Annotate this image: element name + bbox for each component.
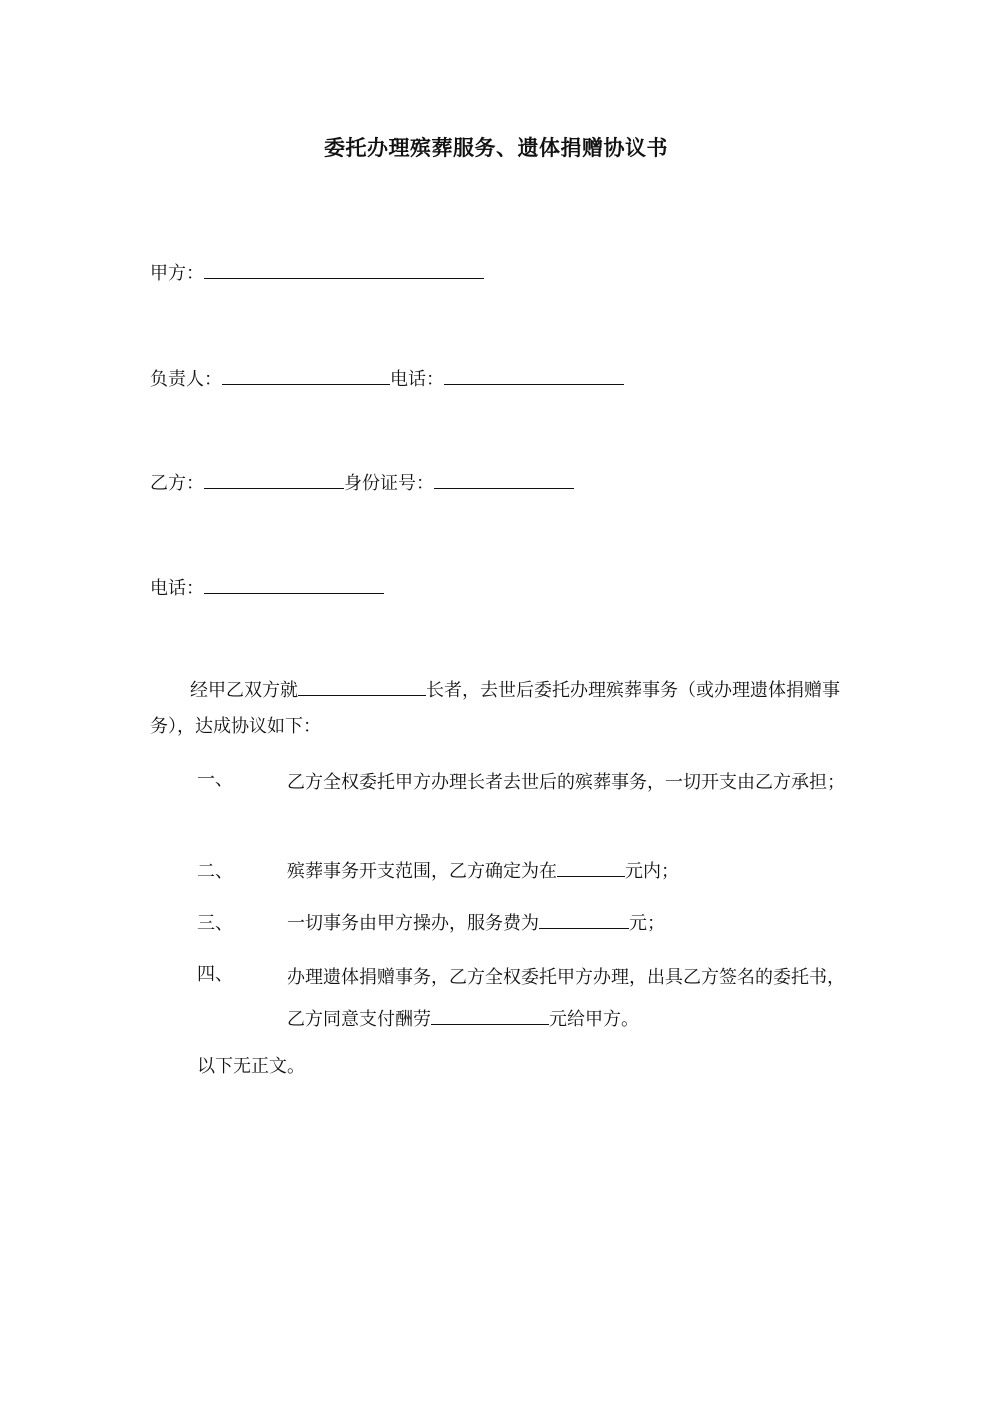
party-a-label: 甲方： <box>150 263 204 284</box>
phone2-blank <box>204 573 384 594</box>
intro-blank <box>298 675 426 696</box>
party-b-label: 乙方： <box>150 473 204 494</box>
intro-paragraph <box>150 673 850 745</box>
clause-4-body <box>287 957 847 1041</box>
phone-blank <box>444 364 624 385</box>
clause-1-number: 一、 <box>197 769 233 790</box>
clause-2-number: 二、 <box>197 861 233 882</box>
clause-4-number: 四、 <box>197 964 233 985</box>
id-blank <box>434 468 574 489</box>
id-label: 身份证号： <box>344 473 434 494</box>
party-a-line <box>150 258 484 284</box>
party-b-line <box>150 468 574 494</box>
clause-4-text-b: 元给甲方。 <box>549 1009 639 1030</box>
responsible-label: 负责人： <box>150 369 222 390</box>
clause-2-text-b: 元内； <box>625 861 679 882</box>
intro-part1: 经甲乙双方就 <box>190 680 298 701</box>
clause-3-body <box>287 906 847 942</box>
document-title: 委托办理殡葬服务、遗体捐赠协议书 <box>324 136 668 160</box>
clause-2-body <box>287 854 847 890</box>
phone-label: 电话： <box>390 369 444 390</box>
clause-3-text-a: 一切事务由甲方操办，服务费为 <box>287 913 539 934</box>
clause-3-text-b: 元； <box>629 913 665 934</box>
clause-4-blank <box>431 1004 549 1025</box>
clause-2-text-a: 殡葬事务开支范围，乙方确定为在 <box>287 861 557 882</box>
party-b-blank <box>204 468 344 489</box>
intro-part2: 长者，去世后委托办理殡葬事务（或办理遗体捐赠事务），达成协议如下： <box>150 680 840 737</box>
clause-1-text: 乙方全权委托甲方办理长者去世后的殡葬事务，一切开支由乙方承担； <box>287 772 845 793</box>
clause-3-blank <box>539 908 629 929</box>
responsible-line <box>150 364 624 390</box>
phone2-label: 电话： <box>150 578 204 599</box>
clause-4-text-a: 办理遗体捐赠事务，乙方全权委托甲方办理，出具乙方签名的委托书，乙方同意支付酬劳 <box>287 967 845 1030</box>
clause-2-blank <box>557 856 625 877</box>
closing-line: 以下无正文。 <box>197 1056 305 1077</box>
responsible-blank <box>222 364 390 385</box>
clause-3-number: 三、 <box>197 913 233 934</box>
party-a-blank <box>204 258 484 279</box>
phone2-line <box>150 573 384 599</box>
